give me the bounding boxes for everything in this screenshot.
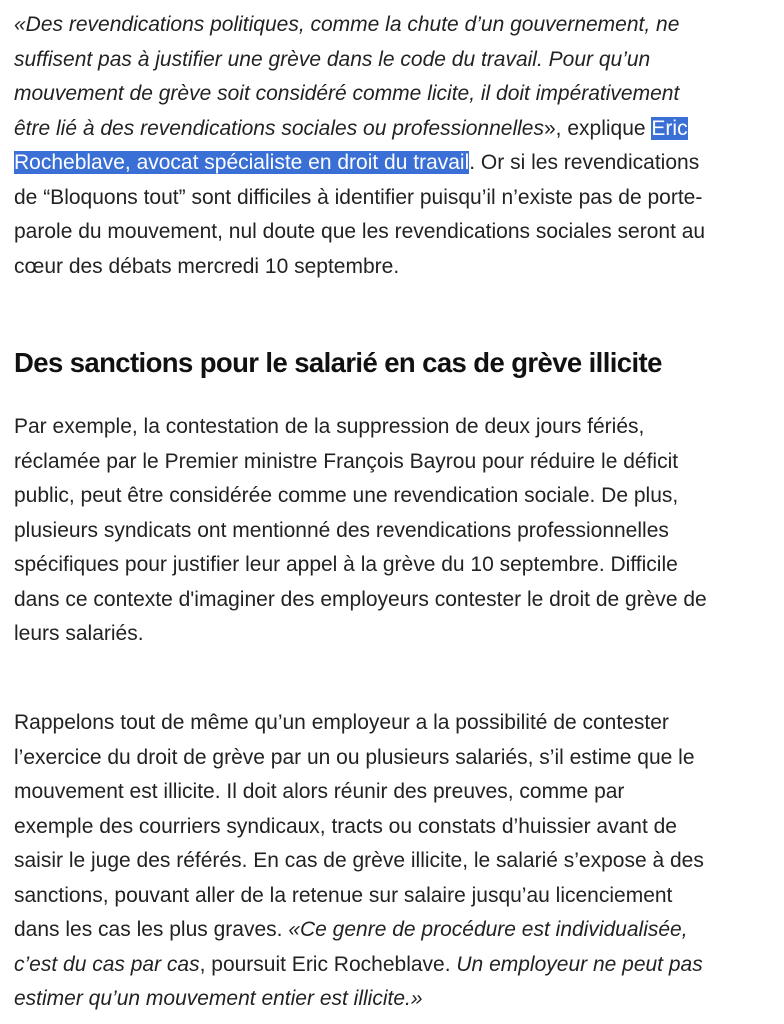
quote-text: «Des revendications politiques, comme la chute d’un gouvernement, ne	[14, 13, 680, 36]
plain-text: . Or si les revendications	[469, 151, 700, 174]
text-line: public, peut être considérée comme une revendication sociale. De plus,	[14, 484, 679, 507]
text-line: plusieurs syndicats ont mentionné des revendications professionnelles	[14, 518, 669, 542]
text-line	[14, 146, 778, 181]
quote-text: «Ce genre de procédure est individualisée,	[288, 918, 688, 941]
text-line: mouvement est illicite. Il doit alors réunir des preuves, comme par	[14, 780, 625, 803]
text-line: l’exercice du droit de grève par un ou plusieurs salariés, s’il estime que le	[14, 745, 695, 769]
text-line: de “Bloquons tout” sont difficiles à identifier puisqu’il n’existe pas de porte-	[14, 185, 703, 209]
text-line: parole du mouvement, nul doute que les revendications sociales seront au	[14, 220, 706, 243]
text-line: Rappelons tout de même qu’un employeur a la possibilité de contester	[14, 711, 669, 734]
quote-text: c’est du cas par cas	[14, 952, 200, 976]
quote-text: mouvement de grève soit considéré comme licite, il doit impérativement	[14, 82, 680, 105]
text-line: spécifiques pour justifier leur appel à la grève du 10 septembre. Difficile	[14, 553, 678, 576]
paragraph-quote-rocheblave	[14, 8, 778, 284]
plain-text: », explique	[543, 116, 652, 140]
text-line: sanctions, pouvant aller de la retenue sur salaire jusqu’au licenciement	[14, 883, 673, 907]
text-line: Par exemple, la contestation de la suppression de deux jours fériés,	[14, 415, 645, 438]
text-line: saisir le juge des référés. En cas de grève illicite, le salarié s’expose à des	[14, 849, 704, 872]
quote-text: être lié à des revendications sociales ou professionnelles	[14, 116, 544, 140]
quote-text: Un employeur ne peut pas	[456, 952, 703, 976]
text-line: cœur des débats mercredi 10 septembre.	[14, 254, 400, 278]
quote-text: suffisent pas à justifier une grève dans le code du travail. Pour qu’un	[14, 47, 651, 71]
quote-text: estimer qu’un mouvement entier est illicite.»	[14, 987, 423, 1010]
text-line	[14, 77, 778, 112]
section-heading: Des sanctions pour le salarié en cas de grève illicite	[14, 347, 662, 378]
paragraph-example	[14, 410, 778, 652]
text-line: exemple des courriers syndicaux, tracts ou constats d’huissier avant de	[14, 814, 677, 838]
plain-text: dans les cas les plus graves.	[14, 918, 289, 941]
text-line	[14, 982, 778, 1017]
text-line	[14, 948, 778, 983]
text-line	[14, 43, 778, 78]
selected-link-text[interactable]: Eric	[651, 116, 688, 140]
article-body	[14, 8, 778, 1010]
text-line	[14, 8, 778, 43]
paragraph-employer	[14, 706, 778, 1017]
text-line	[14, 913, 778, 948]
plain-text: , poursuit Eric Rocheblave.	[199, 952, 457, 976]
text-line: leurs salariés.	[14, 622, 144, 645]
text-line: dans ce contexte d'imaginer des employeurs contester le droit de grève de	[14, 587, 707, 611]
selected-link-text[interactable]: Rocheblave, avocat spécialiste en droit du travail	[14, 151, 470, 174]
text-line: réclamée par le Premier ministre François Bayrou pour réduire le déficit	[14, 449, 679, 473]
text-line	[14, 112, 778, 147]
